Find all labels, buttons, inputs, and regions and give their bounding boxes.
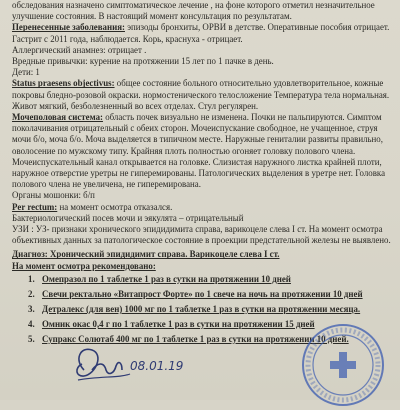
per-rectum <box>12 202 396 213</box>
recommendation-item: 3. Детралекс (для вен) 1000 мг по 1 таблетке 1 раз в сутки на протяжении месяца. <box>28 303 361 314</box>
children: Дети: 1 <box>12 67 40 78</box>
intro-line-1: обследования назначено симптоматическое лечение , на фоне которого отметил незначительное <box>12 0 375 10</box>
urinary-line: полового члена не увеличена, не гиперемирована. <box>12 179 201 190</box>
recommendation-item: 4. Омник окас 0,4 г по 1 таблетке 1 раз в сутки на протяжении 15 дней <box>28 318 315 329</box>
urinary-line: оволосение по мужскому типу. Крайняя плоть полностью огоняет головку полового члена. <box>12 145 356 156</box>
past-diseases-label: Перенесенные заболевания: <box>12 22 125 33</box>
allergy-history: Аллергический анамнез: отрицает . <box>12 44 147 55</box>
intro-line-2: улучшение состояния. В настоящий момент консультация по результатам. <box>12 11 292 22</box>
urinary-line: наружное отверстие уретры не гиперемированы. Патологических выделения в уретре нет. Головка <box>12 168 386 179</box>
ultrasound-line-1: УЗИ : УЗ- признаки хронического эпидидимита справа, варикоцеле слева I ст. На момент осмотра <box>12 224 383 235</box>
scrotum-organs: Органы мошонки: б/п <box>12 190 95 201</box>
per-rectum-label: Per rectum: <box>12 201 58 212</box>
handwritten-signature <box>70 340 200 388</box>
urinary-label: Мочеполовая система: <box>12 112 103 123</box>
medical-report <box>12 0 396 347</box>
recommendations-heading: На момент осмотра рекомендовано: <box>12 260 156 271</box>
signature-date: 08.01.19 <box>130 359 184 373</box>
clinic-stamp <box>298 320 388 410</box>
diagnosis: Диагноз: Хронический эпидидимит справа. Варикоцеле слева I ст. <box>12 249 280 260</box>
recommendation-item: 2. Свечи ректально «Витапрост Форте» по 1 свече на ночь на протяжении 10 дней <box>28 288 363 299</box>
recommendation-item: 5. Супракс Солютаб 400 мг по 1 таблетке 1 раз в сутки на протяжении 10 дней. <box>28 333 349 344</box>
bad-habits: Вредные привычки: курение на протяжении 15 лет по 1 пачке в день. <box>12 56 274 67</box>
urinary-text: область почек визуально не изменена. Почки не пальпируются. Симптом <box>102 112 382 123</box>
urinary-line: Мочеиспускательный канал открывается на головке. Слизистая наружного листка крайней плоти, <box>12 156 382 167</box>
urinary-line: мочи б/о, моча б/о. Моча выделяется в типичном месте. Наружные гениталии развиты правильно, <box>12 134 383 145</box>
past-diseases-line-2: Гастрит с 2011 года, наблюдается. Корь, краснуха - отрицает. <box>12 33 243 44</box>
status-label: Status praesens objectivus: <box>12 78 115 89</box>
status-line-2: покровы бледно-розовой окраски. нормостенического телосложение Температура тела нормальная. <box>12 89 390 100</box>
urinary-system <box>12 112 396 123</box>
status-praesens <box>12 78 396 89</box>
past-diseases <box>12 22 396 33</box>
status-text: общее состояние больного относительно удовлетворительное, кожные <box>114 78 384 89</box>
urinary-line: поколачивания отрицательный с обеих сторон. Мочеиспускание свободное, не учащенное, струя <box>12 123 378 134</box>
recommendation-item: 1. Омепразол по 1 таблетке 1 раз в сутки на протяжении 10 дней <box>28 273 291 284</box>
past-diseases-text: эпизоды бронхиты, ОРВИ в детстве. Оперативные пособия отрицает. <box>124 22 390 33</box>
bacteriological-culture: Бактериологический посев мочи и эякулята – отрицательный <box>12 212 244 223</box>
ultrasound-line-2: объективных данных за патологическое состояние в проекции предстательной железы не выявлено. <box>12 235 391 246</box>
status-line-3: Живот мягкий, безболезненный во всех отделах. Стул регулярен. <box>12 100 259 111</box>
per-rectum-text: на момент осмотра отказался. <box>57 201 173 212</box>
